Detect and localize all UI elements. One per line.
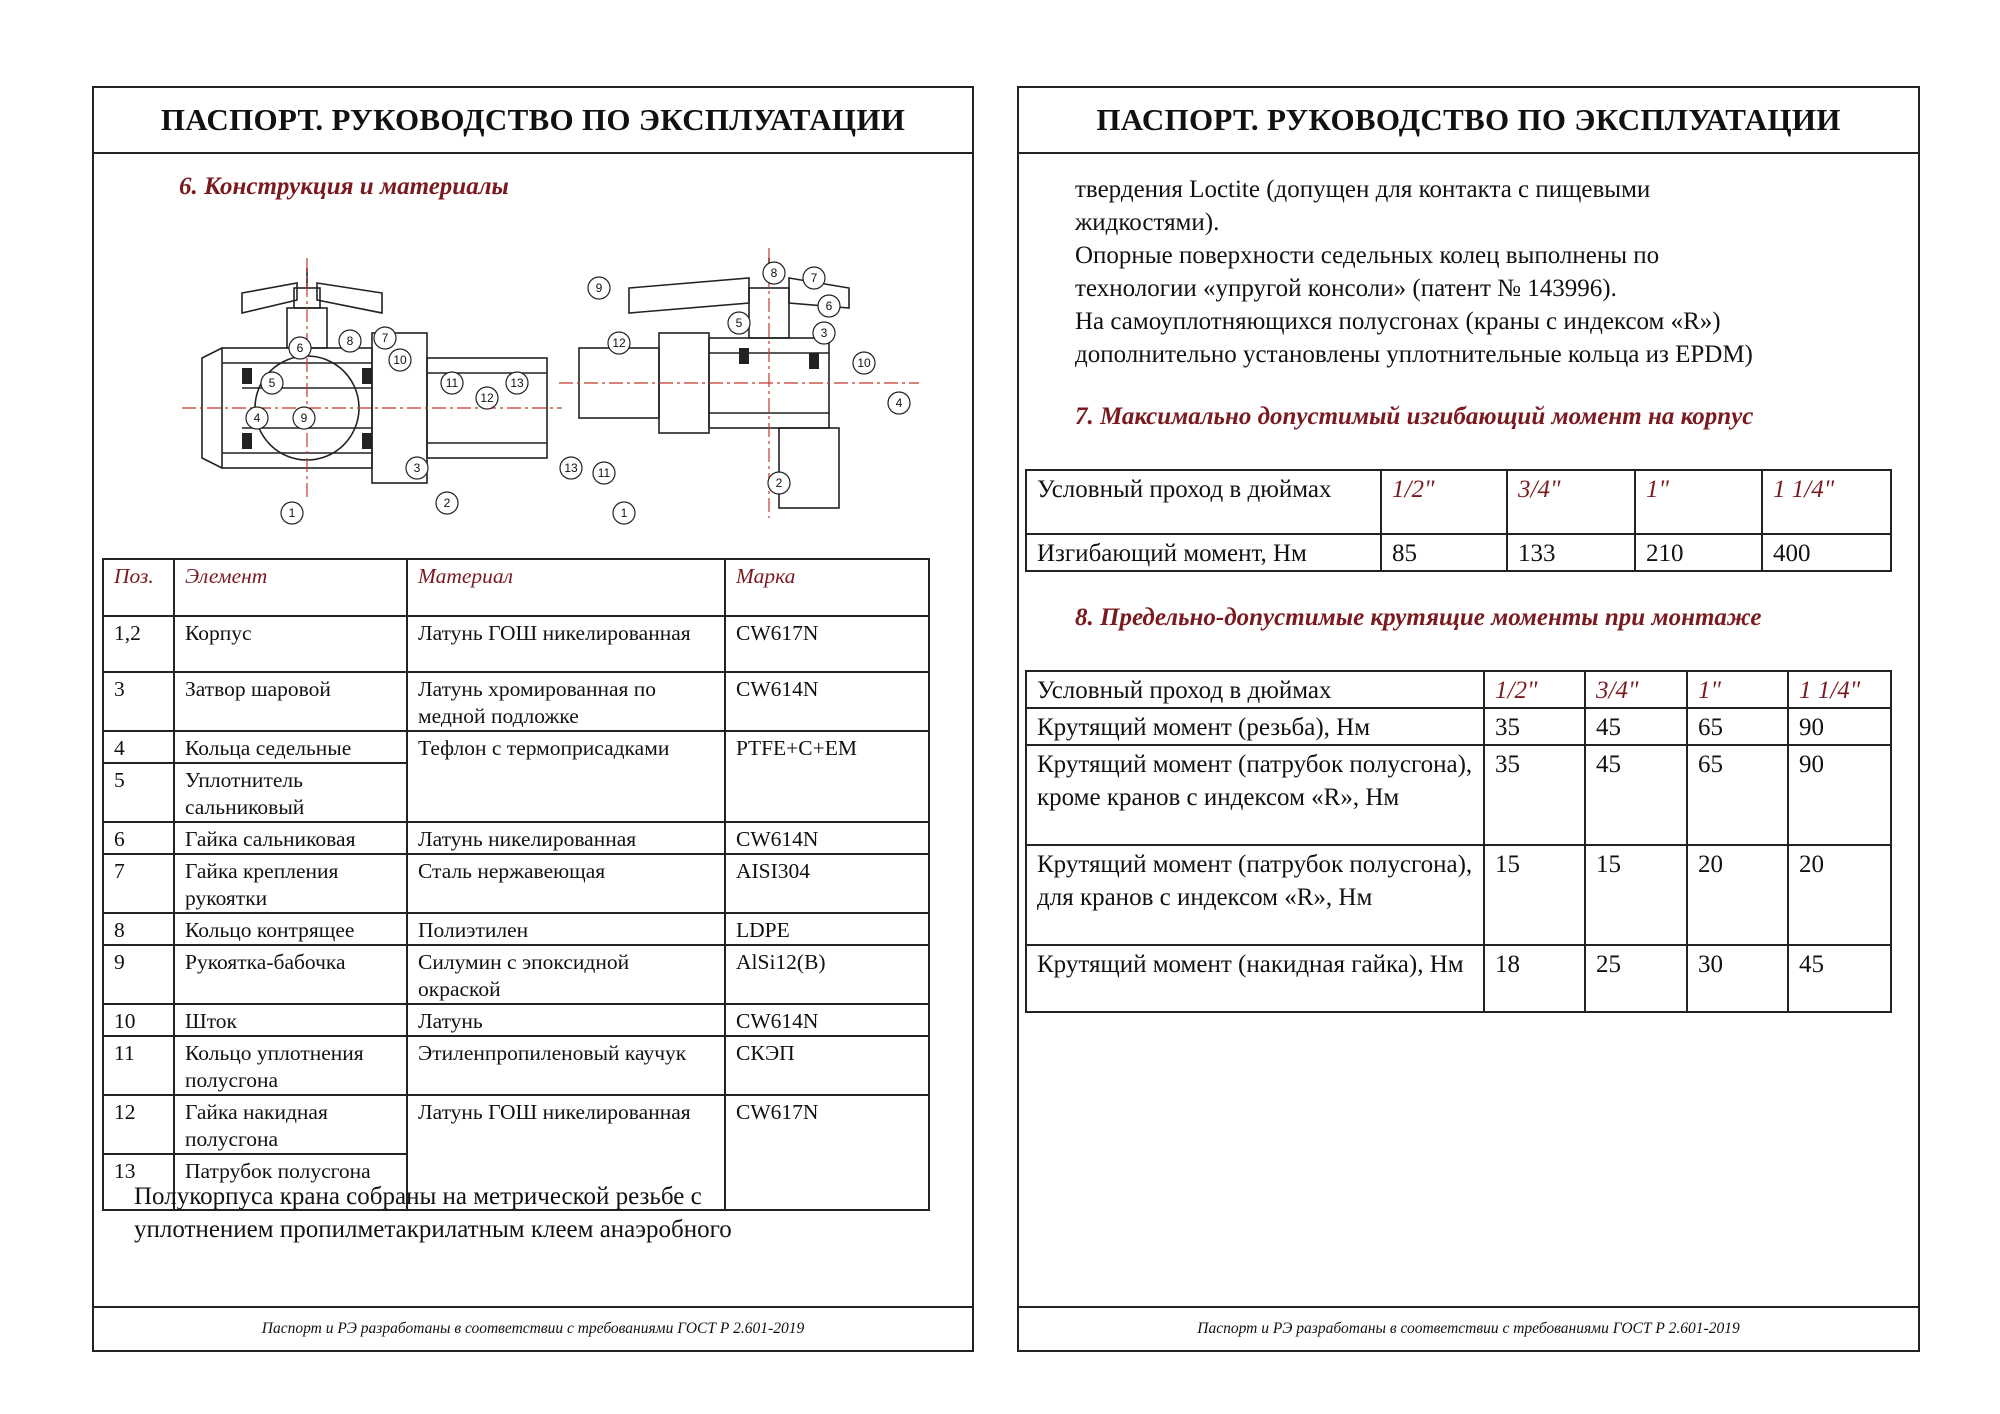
cell-element: Кольцо уплотнения полусгона (174, 1036, 407, 1095)
cell-pos: 6 (103, 822, 174, 854)
cell-grade: AlSi12(B) (725, 945, 929, 1004)
size-header: 1" (1635, 470, 1762, 534)
cell-material: Полиэтилен (407, 913, 725, 945)
cell-element: Патрубок полусгона (174, 1154, 407, 1210)
table-row (103, 913, 929, 945)
callout-front-13: 13 (510, 376, 524, 390)
cell-grade: CW614N (725, 822, 929, 854)
section-7-title: 7. Максимально допустимый изгибающий момент на корпус (1075, 403, 1754, 430)
table-row (103, 1095, 929, 1154)
col-header-pos: Поз. (103, 559, 174, 616)
torque-value: 45 (1585, 708, 1687, 745)
bending-value: 400 (1762, 534, 1891, 571)
cell-grade: LDPE (725, 913, 929, 945)
callout-angle-1: 1 (620, 506, 628, 520)
right-page (1017, 86, 1920, 1352)
table-row (1026, 470, 1891, 534)
callout-angle-12: 12 (612, 336, 626, 350)
torque-value: 90 (1788, 708, 1891, 745)
bending-value: 210 (1635, 534, 1762, 571)
callout-front-10: 10 (393, 353, 407, 367)
size-header: 1 1/4" (1788, 671, 1891, 708)
cell-material: Латунь ГОШ никелированная (407, 1095, 725, 1210)
cell-pos: 10 (103, 1004, 174, 1036)
right-paragraph-line: На самоуплотняющихся полусгонах (краны с индексом «R») (1075, 308, 1721, 335)
size-header: 3/4" (1507, 470, 1635, 534)
callout-front-1: 1 (288, 506, 296, 520)
callout-front-2: 2 (443, 496, 451, 510)
right-page-footer: Паспорт и РЭ разработаны в соответствии с требованиями ГОСТ Р 2.601-2019 (1019, 1306, 1918, 1350)
cell-grade: СКЭП (725, 1036, 929, 1095)
right-paragraph-line: твердения Loctite (допущен для контакта с пищевыми (1075, 176, 1651, 203)
callout-angle-5: 5 (735, 316, 743, 330)
col-header-material: Материал (407, 559, 725, 616)
left-page-header: ПАСПОРТ. РУКОВОДСТВО ПО ЭКСПЛУАТАЦИИ (94, 88, 972, 154)
col-header-grade: Марка (725, 559, 929, 616)
callout-front-3: 3 (413, 461, 421, 475)
callout-front-6: 6 (296, 341, 304, 355)
callout-angle-2: 2 (775, 476, 783, 490)
torque-value: 20 (1788, 845, 1891, 945)
cell-material: Латунь никелированная (407, 822, 725, 854)
torque-table (1025, 670, 1892, 1013)
cell-element: Рукоятка-бабочка (174, 945, 407, 1004)
torque-label-header: Условный проход в дюймах (1026, 671, 1484, 708)
torque-value: 30 (1687, 945, 1788, 1012)
cell-element: Шток (174, 1004, 407, 1036)
size-header: 1/2" (1381, 470, 1507, 534)
bending-value: 133 (1507, 534, 1635, 571)
table-row (1026, 708, 1891, 745)
cell-grade: CW617N (725, 1095, 929, 1210)
callout-angle-7: 7 (810, 271, 818, 285)
torque-value: 25 (1585, 945, 1687, 1012)
table-row (103, 822, 929, 854)
cell-pos: 4 (103, 731, 174, 763)
bending-value: 85 (1381, 534, 1507, 571)
cell-pos: 11 (103, 1036, 174, 1095)
cell-material: Тефлон с термоприсадками (407, 731, 725, 822)
ball-valve-angle-diagram (559, 228, 959, 528)
torque-value: 45 (1788, 945, 1891, 1012)
cell-material: Сталь нержавеющая (407, 854, 725, 913)
size-header: 1/2" (1484, 671, 1585, 708)
cell-pos: 12 (103, 1095, 174, 1154)
ball-valve-front-diagram (182, 238, 622, 538)
torque-value: 15 (1484, 845, 1585, 945)
torque-row-label: Крутящий момент (патрубок полусгона), для кранов с индексом «R», Нм (1026, 845, 1484, 945)
callout-front-4: 4 (253, 411, 261, 425)
callout-front-11: 11 (445, 376, 459, 390)
right-paragraph-line: технологии «упругой консоли» (патент № 143996). (1075, 275, 1617, 302)
torque-value: 20 (1687, 845, 1788, 945)
left-paragraph-line: уплотнением пропилметакрилатным клеем анаэробного (134, 1216, 732, 1243)
callout-front-7: 7 (381, 331, 389, 345)
table-row (103, 1004, 929, 1036)
section-6-title: 6. Конструкция и материалы (179, 173, 509, 200)
table-row (1026, 745, 1891, 845)
cell-grade: CW617N (725, 616, 929, 672)
cell-element: Гайка сальниковая (174, 822, 407, 854)
right-paragraph-line: дополнительно установлены уплотнительные кольца из EPDM) (1075, 341, 1753, 368)
torque-value: 65 (1687, 708, 1788, 745)
cell-element: Корпус (174, 616, 407, 672)
table-row (1026, 945, 1891, 1012)
cell-element: Кольцо контрящее (174, 913, 407, 945)
callout-front-8: 8 (346, 334, 354, 348)
bending-label-moment: Изгибающий момент, Нм (1026, 534, 1381, 571)
bending-moment-table (1025, 469, 1892, 572)
callout-angle-4: 4 (895, 396, 903, 410)
cell-pos: 5 (103, 763, 174, 822)
materials-table-header (103, 559, 929, 616)
cell-pos: 13 (103, 1154, 174, 1210)
torque-row-label: Крутящий момент (патрубок полусгона), кроме кранов с индексом «R», Нм (1026, 745, 1484, 845)
table-row (103, 616, 929, 672)
cell-element: Гайка крепления рукоятки (174, 854, 407, 913)
table-row (1026, 845, 1891, 945)
cell-element: Уплотнитель сальниковый (174, 763, 407, 822)
callout-angle-11: 11 (597, 466, 611, 480)
callout-angle-3: 3 (820, 326, 828, 340)
cell-grade: PTFE+C+EM (725, 731, 929, 822)
left-paragraph (134, 1180, 732, 1246)
size-header: 1 1/4" (1762, 470, 1891, 534)
cell-pos: 9 (103, 945, 174, 1004)
size-header: 3/4" (1585, 671, 1687, 708)
table-row (103, 731, 929, 763)
cell-grade: AISI304 (725, 854, 929, 913)
cell-element: Кольца седельные (174, 731, 407, 763)
cell-material: Латунь (407, 1004, 725, 1036)
cell-grade: CW614N (725, 672, 929, 731)
cell-grade: CW614N (725, 1004, 929, 1036)
cell-pos: 3 (103, 672, 174, 731)
torque-value: 15 (1585, 845, 1687, 945)
torque-value: 35 (1484, 745, 1585, 845)
table-row (103, 854, 929, 913)
callout-front-12: 12 (480, 391, 494, 405)
cell-material: Латунь хромированная по медной подложке (407, 672, 725, 731)
torque-value: 45 (1585, 745, 1687, 845)
cell-material: Этиленпропиленовый каучук (407, 1036, 725, 1095)
torque-value: 90 (1788, 745, 1891, 845)
table-row (1026, 671, 1891, 708)
col-header-element: Элемент (174, 559, 407, 616)
bending-label-size: Условный проход в дюймах (1026, 470, 1381, 534)
torque-row-label: Крутящий момент (накидная гайка), Нм (1026, 945, 1484, 1012)
torque-value: 65 (1687, 745, 1788, 845)
left-page-footer: Паспорт и РЭ разработаны в соответствии с требованиями ГОСТ Р 2.601-2019 (94, 1306, 972, 1350)
right-paragraph-line: Опорные поверхности седельных колец выполнены по (1075, 242, 1660, 269)
table-row (1026, 534, 1891, 571)
left-paragraph-line: Полукорпуса крана собраны на метрической резьбе с (134, 1183, 702, 1210)
materials-table (102, 558, 930, 1211)
size-header: 1" (1687, 671, 1788, 708)
callout-angle-6: 6 (825, 299, 833, 313)
table-row (103, 672, 929, 731)
torque-value: 35 (1484, 708, 1585, 745)
cell-material: Силумин с эпоксидной окраской (407, 945, 725, 1004)
right-page-header: ПАСПОРТ. РУКОВОДСТВО ПО ЭКСПЛУАТАЦИИ (1019, 88, 1918, 154)
callout-front-9: 9 (300, 411, 308, 425)
cell-pos: 7 (103, 854, 174, 913)
callout-front-5: 5 (268, 376, 276, 390)
section-8-title: 8. Предельно-допустимые крутящие моменты при монтаже (1075, 604, 1762, 631)
left-page (92, 86, 974, 1352)
callout-angle-10: 10 (857, 356, 871, 370)
cell-pos: 1,2 (103, 616, 174, 672)
torque-value: 18 (1484, 945, 1585, 1012)
callout-angle-9: 9 (595, 281, 603, 295)
cell-material: Латунь ГОШ никелированная (407, 616, 725, 672)
right-paragraph (1075, 173, 1753, 371)
callout-angle-8: 8 (770, 266, 778, 280)
cell-element: Затвор шаровой (174, 672, 407, 731)
table-row (103, 945, 929, 1004)
cell-pos: 8 (103, 913, 174, 945)
torque-row-label: Крутящий момент (резьба), Нм (1026, 708, 1484, 745)
callout-angle-13: 13 (564, 461, 578, 475)
cell-element: Гайка накидная полусгона (174, 1095, 407, 1154)
table-row (103, 1036, 929, 1095)
right-paragraph-line: жидкостями). (1075, 209, 1220, 236)
